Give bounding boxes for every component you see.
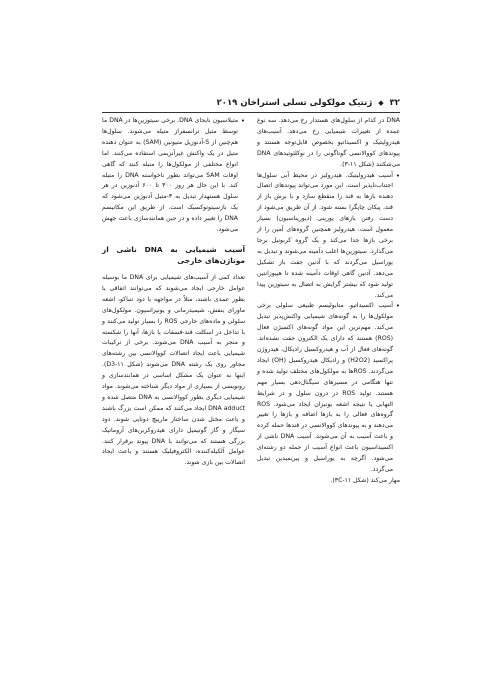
body-paragraph: تعداد کمی از آسیب‌های شیمیایی برای DNA ما بوسیله عوامل خارجی ایجاد می‌شوند که می‌توانند اتفاقی یا بطور عمدی باشند، مثلاً در مواجهه با دود تنباکو، اشعه ماورای بنفش، شیمیدرمانی و یونیزاسیون. مولکول‌های سلولی و ماده‌های خارجی ROS را بسیار تولید می‌کنند و با تداخل در اسکلت قند-فسفات یا بازها، آنها را شکسته و منجر به آسیب DNA می‌شوند. برخی از ترکیبات شیمیایی باعث ایجاد اتصالات کووالانسی بین رشته‌های مجاور روی یک رشته DNA می‌شوند (شکل ۱۱-D3). اینها به عنوان یک مشکل اساسی در همانندسازی و رونویسی از بسیاری از مواد دیگر شناخته می‌شوند. مواد شیمیایی دیگری بطور کووالانسی به DNA متصل شده و DNA adduct ایجاد می‌کنند که ممکن است بزرگ باشند و باعث مختل شدن ساختار مارپیچ دوتایی شوند. دود سیگار و گاز گوتیمیل دارای هیدروکربن‌های آروماتیک بزرگی هستند که می‌توانند با DNA پیوند برقرار کنند. عوامل آلکیله‌کننده، الکتروفیلیک هستند و باعث ایجاد اتصالات بین بازی شوند.	[102, 273, 246, 467]
body-paragraph: مهار می‌کند (شکل ۱۱-۳C).	[330, 476, 400, 484]
bullet-paragraph: • آسیب اکسیداتیو. متابولیسم طبیعی سلولی برخی مولکول‌ها را به گونه‌های شیمیایی واکنش‌پذیر تبدیل می‌کند. مهم‌ترین این مواد گونه‌های اکسیژن فعال (ROS) هستند که دارای یک الکترون جفت نشده‌اند. گونه‌های فعال از آب و هیدروکسیل رادیکال، هیدروژن پراکسید (H2O2) و رادیکال هیدروکسیل (OH) ایجاد می‌گردند. ROSها به مولکول‌های مختلف تولید شده و تنها هنگامی در مسیرهای سیگنال‌دهی بسیار مهم هستند. تولید ROS در درون سلول و در شرایط التهابی یا نتیجه اشعه یونیزان ایجاد می‌شود. ROS گروه‌های فعالی را به بازها اضافه و بازها را تغییر می‌دهند و به پیوندهای کووالانسی در قندها حمله کرده و باعث آسیب به آن می‌شوند. آسیب DNA ناشی از اکسیداسیون باعث انواع آسیب از جمله دو رشته‌ای می‌شود. اگرچه به یوراسیل و پیریمیدین تبدیل می‌گردد.	[257, 301, 400, 476]
section-heading: آسیب شیمیایی به DNA ناشی از موتاژن‌های خارجی	[102, 244, 245, 266]
page-number: ۳۲	[389, 98, 400, 108]
running-title: ژنتیک مولکولی تسلی استراخان ۲۰۱۹	[216, 98, 373, 108]
bullet-paragraph: • متیلاسیون نابجای DNA. برخی سیتوزین‌ها در DNA ما توسط متیل ترانسفراز متیله می‌شوند. سلول‌ها هم‌چنین از S-آدنوزیل متیونین (SAM) به عنوان دهنده متیل در یک واکنش غیرآنزیمی استفاده می‌کنند. اما انواع مختلفی از مولکول‌ها را متیله کنند که گاهی اوقات SAM می‌تواند بطور ناخواسته DNA را متیله کند. با این حال هر روز ۳۰۰ تا ۶۰۰ آدنوزین در هر سلول هستهدار تبدیل به ۳-متیل آدنوزین می‌شود که یک بازسیتوتوکسیک است. از طریق این مکانیسم DNA را تغییر داده و در حین همانندسازی باعث جهش می‌شود.	[102, 116, 245, 236]
right-text-column	[257, 116, 400, 487]
diamond-separator-icon: ◆	[378, 99, 384, 107]
running-header	[102, 96, 400, 110]
bullet-paragraph: • آسیب هیدرولیتیک. هیدرولیز در محیط آبی سلول‌ها اجتناب‌ناپذیر است. این مورد می‌تواند پیوندهای اتصال دهنده بازها به قند را منقطع سازد و با برش باز از قند، پیکان چاپگرا بسته شود. از آن طریق می‌شود از دست رفتن بازهای پورینی (دپوریناسیون) بسیار معمول است. هیدرولیز همچنین گروه‌های آمین را از برخی بازها جدا می‌کند و یک گروه کربونیل برجا می‌گذارد. سیتوزین‌ها اغلب دآمینه می‌شوند و تبدیل به یوراسیل می‌گردند که با آدنین جفت باز تشکیل می‌دهد. آدنین گاهی اوقات دآمینه شده تا هیپوزانتین تولید شود که بیشتر گرایش به اتصال به سیتوزین پیدا می‌کند.	[257, 171, 400, 302]
body-paragraph: DNA در کدام از سلول‌های هستدار رخ می‌دهد. سه نوع عمده از تغییرات شیمیایی رخ می‌دهد. آسیب‌های هیدرولیتیک و اکسیداتیو بخصوص قابل‌توجه هستند و پیوندهای کووالانسی گوناگونی را در نوکلئوتیدهای DNA می‌شکنند (شکل ۱۱-۳).	[257, 117, 400, 168]
left-text-column	[102, 116, 245, 469]
header-rule	[102, 112, 400, 113]
